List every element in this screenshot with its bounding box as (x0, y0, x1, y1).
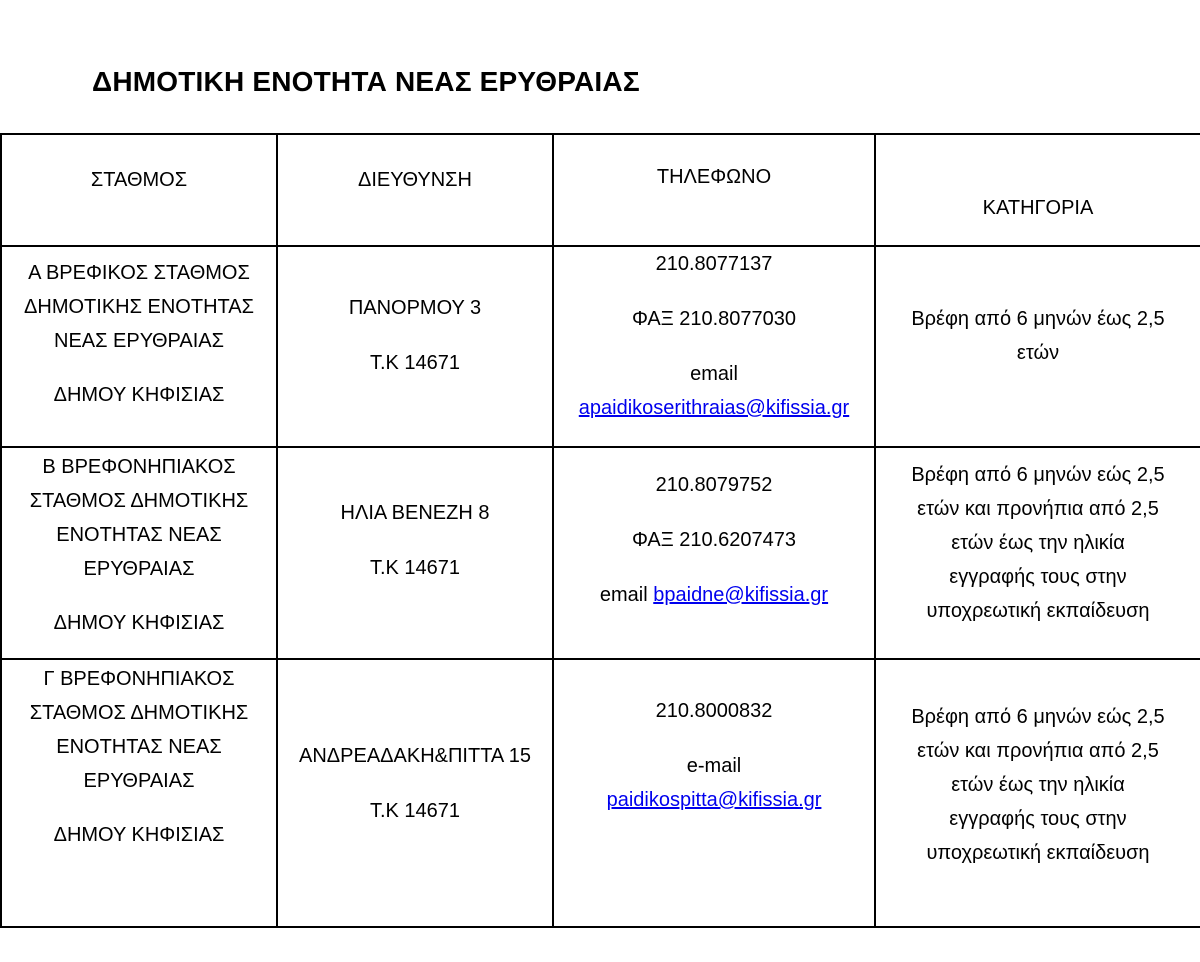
category-line: ετών και προνήπια από 2,5 (917, 740, 1159, 762)
address-cell (277, 246, 553, 447)
station-municipality: ΔΗΜΟΥ ΚΗΦΙΣΙΑΣ (53, 612, 225, 634)
email-label: email (690, 363, 738, 385)
email-link[interactable]: apaidikoserithraias@kifissia.gr (578, 397, 850, 419)
phone-cell (553, 246, 875, 447)
table-row (1, 246, 1200, 447)
phone-cell (553, 447, 875, 659)
station-name-line: ΕΝΟΤΗΤΑΣ ΝΕΑΣ (56, 736, 222, 758)
email-label: e-mail (686, 755, 742, 777)
category-line: εγγραφής τους στην (949, 566, 1127, 588)
email-link[interactable]: paidikospitta@kifissia.gr (606, 789, 822, 811)
address-zip: Τ.Κ 14671 (369, 800, 461, 822)
address-zip: Τ.Κ 14671 (369, 557, 461, 579)
station-cell (1, 659, 277, 927)
station-name-line: ΕΝΟΤΗΤΑΣ ΝΕΑΣ (56, 524, 222, 546)
address-cell (277, 659, 553, 927)
phone-cell (553, 659, 875, 927)
station-name-line: ΣΤΑΘΜΟΣ ΔΗΜΟΤΙΚΗΣ (29, 702, 249, 724)
page-title: ΔΗΜΟΤΙΚΗ ΕΝΟΤΗΤΑ ΝΕΑΣ ΕΡΥΘΡΑΙΑΣ (92, 66, 640, 97)
table-row (1, 659, 1200, 927)
station-name-line: Γ ΒΡΕΦΟΝΗΠΙΑΚΟΣ (43, 668, 235, 690)
station-cell (1, 447, 277, 659)
table-header-row (1, 134, 1200, 246)
fax-number: ΦΑΞ 210.6207473 (631, 529, 797, 551)
table-row (1, 447, 1200, 659)
category-cell (875, 447, 1200, 659)
address-zip: Τ.Κ 14671 (369, 352, 461, 374)
category-line: ετών έως την ηλικία (951, 532, 1125, 554)
phone-number: 210.8079752 (655, 474, 773, 496)
phone-number: 210.8000832 (655, 700, 773, 722)
station-cell (1, 246, 277, 447)
category-line: Βρέφη από 6 μηνών έως 2,5 (911, 308, 1165, 330)
category-line: υποχρεωτική εκπαίδευση (926, 842, 1150, 864)
category-line: Βρέφη από 6 μηνών εώς 2,5 (911, 464, 1165, 486)
category-cell (875, 246, 1200, 447)
email-line (554, 578, 874, 612)
phone-number: 210.8077137 (655, 253, 773, 275)
station-name-line: ΔΗΜΟΤΙΚΗΣ ΕΝΟΤΗΤΑΣ (24, 296, 254, 318)
address-cell (277, 447, 553, 659)
category-line: εγγραφής τους στην (949, 808, 1127, 830)
station-name-line: ΣΤΑΘΜΟΣ ΔΗΜΟΤΙΚΗΣ (29, 490, 249, 512)
address-street: ΗΛΙΑ ΒΕΝΕΖΗ 8 (340, 502, 490, 524)
station-name-line: Α ΒΡΕΦΙΚΟΣ ΣΤΑΘΜΟΣ (28, 262, 250, 284)
address-street: ΑΝΔΡΕΑΔΑΚΗ&ΠΙΤΤΑ 15 (299, 745, 531, 767)
email-link[interactable]: bpaidne@kifissia.gr (653, 584, 829, 606)
station-name-line: ΕΡΥΘΡΑΙΑΣ (83, 558, 195, 580)
category-line: υποχρεωτική εκπαίδευση (926, 600, 1150, 622)
email-label: email (599, 584, 648, 606)
category-line: ετών και προνήπια από 2,5 (917, 498, 1159, 520)
header-phone: ΤΗΛΕΦΩΝΟ (553, 134, 875, 246)
address-street: ΠΑΝΟΡΜΟΥ 3 (348, 297, 482, 319)
category-line: ετών έως την ηλικία (951, 774, 1125, 796)
category-line: Βρέφη από 6 μηνών εώς 2,5 (911, 706, 1165, 728)
station-name-line: Β ΒΡΕΦΟΝΗΠΙΑΚΟΣ (42, 456, 236, 478)
fax-number: ΦΑΞ 210.8077030 (631, 308, 797, 330)
station-name-line: ΕΡΥΘΡΑΙΑΣ (83, 770, 195, 792)
category-cell (875, 659, 1200, 927)
header-category: ΚΑΤΗΓΟΡΙΑ (875, 134, 1200, 246)
header-station: ΣΤΑΘΜΟΣ (1, 134, 277, 246)
header-address: ΔΙΕΥΘΥΝΣΗ (277, 134, 553, 246)
stations-table (0, 133, 1200, 928)
category-line: ετών (1016, 342, 1060, 364)
station-municipality: ΔΗΜΟΥ ΚΗΦΙΣΙΑΣ (53, 384, 225, 406)
station-municipality: ΔΗΜΟΥ ΚΗΦΙΣΙΑΣ (53, 824, 225, 846)
station-name-line: ΝΕΑΣ ΕΡΥΘΡΑΙΑΣ (54, 330, 224, 352)
